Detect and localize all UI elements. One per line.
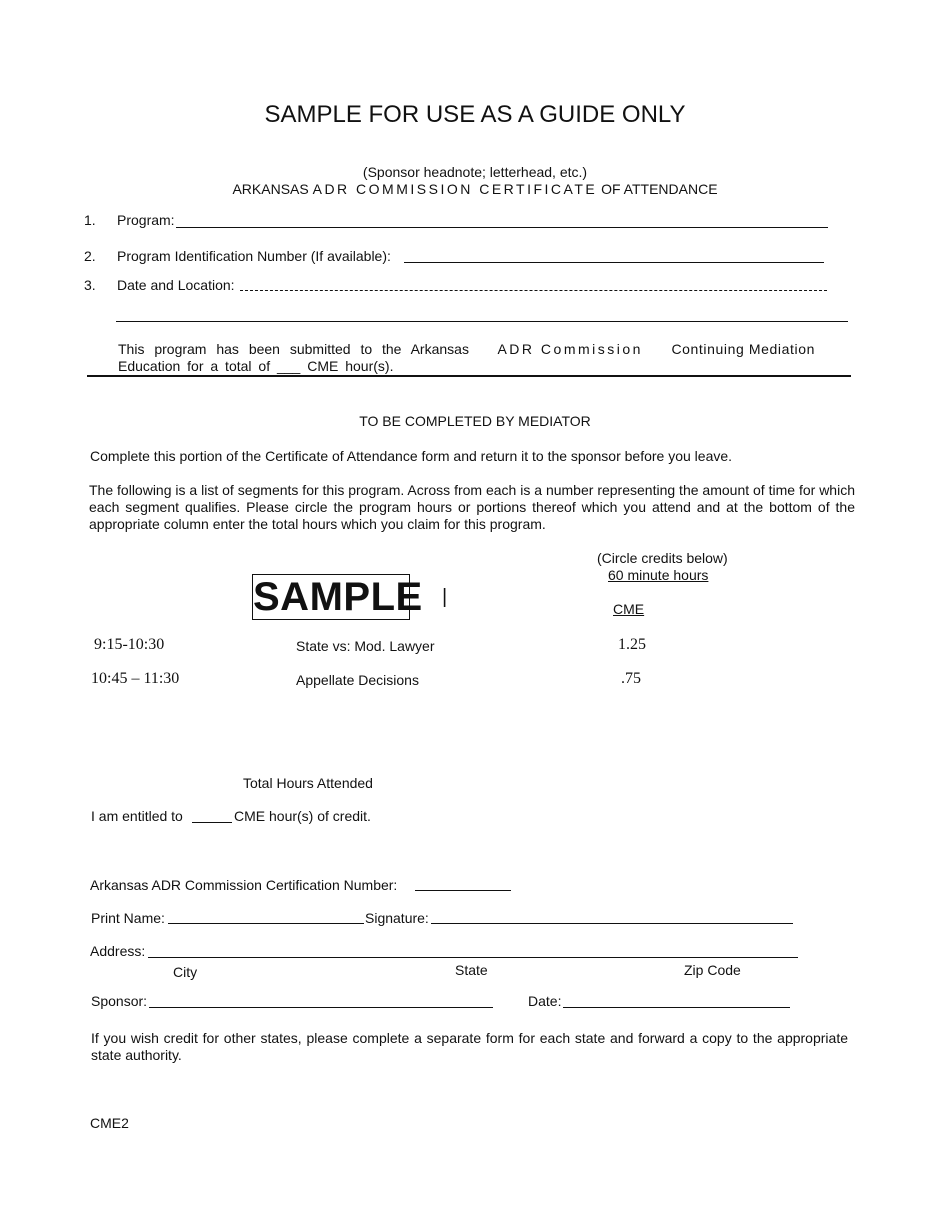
address-input[interactable] — [148, 957, 798, 958]
separator-line — [116, 321, 848, 322]
print-name-input[interactable] — [168, 923, 364, 924]
other-states-note: If you wish credit for other states, please complete a separate form for each state and forward a copy to the appropriate state authority. — [91, 1030, 848, 1063]
program-number: 1. — [84, 212, 96, 228]
mediator-description: The following is a list of segments for this program. Across from each is a number representing the amount of time for which each segment qualifies. Please circle the program hours or portions thereof which you attend and at the bottom of the appropriate column enter the total hours which you claim for this program. — [89, 482, 855, 532]
print-name-label: Print Name: — [91, 910, 165, 926]
submitted-underline — [87, 375, 851, 377]
segment-credit[interactable]: 1.25 — [618, 636, 646, 653]
date-location-input-line[interactable] — [240, 290, 827, 291]
sponsor-label: Sponsor: — [91, 993, 148, 1009]
cert-number-label: Arkansas ADR Commission Certification Number: — [90, 877, 398, 893]
cert-number-input[interactable] — [415, 890, 511, 891]
city-label: City — [173, 964, 198, 980]
sample-stamp: SAMPLE — [253, 575, 423, 619]
cme-column-header: CME — [613, 601, 645, 617]
program-id-label: Program Identification Number (If available): — [117, 248, 391, 264]
entitled-prefix: I am entitled to — [91, 808, 183, 824]
submitted-part2: Continuing Mediation — [671, 341, 815, 357]
entitled-hours-input[interactable] — [192, 822, 232, 823]
state-label: State — [455, 962, 488, 978]
sponsor-headnote: (Sponsor headnote; letterhead, etc.) — [362, 164, 588, 180]
page-title: SAMPLE FOR USE AS A GUIDE ONLY — [264, 101, 686, 128]
certificate-title — [0, 181, 950, 197]
mediator-instruction: Complete this portion of the Certificate of Attendance form and return it to the sponsor before you leave. — [90, 448, 733, 464]
program-input-line[interactable] — [176, 227, 828, 228]
segment-time: 9:15-10:30 — [94, 636, 165, 653]
text-cursor: | — [442, 586, 448, 608]
segment-title: State vs: Mod. Lawyer — [296, 638, 435, 654]
sponsor-input[interactable] — [149, 1007, 493, 1008]
date-location-number: 3. — [84, 277, 96, 293]
segment-title: Appellate Decisions — [296, 672, 419, 688]
submitted-spaced: ADR Commission — [497, 341, 643, 357]
program-id-number: 2. — [84, 248, 96, 264]
form-code: CME2 — [90, 1115, 129, 1131]
cert-title-suffix: OF ATTENDANCE — [601, 181, 718, 197]
signature-label: Signature: — [365, 910, 429, 926]
address-label: Address: — [90, 943, 146, 959]
cert-title-prefix: ARKANSAS — [232, 181, 309, 197]
program-id-input-line[interactable] — [404, 262, 824, 263]
total-hours-label: Total Hours Attended — [243, 775, 373, 791]
date-label: Date: — [528, 993, 562, 1009]
entitled-suffix: CME hour(s) of credit. — [234, 808, 371, 824]
date-location-label: Date and Location: — [117, 277, 235, 293]
segment-time: 10:45 – 11:30 — [91, 670, 180, 687]
submitted-line-1 — [118, 341, 815, 357]
submitted-part1: This program has been submitted to the Arkansas — [118, 341, 469, 357]
circle-credits-note: (Circle credits below) — [597, 550, 728, 566]
segment-credit[interactable]: .75 — [621, 670, 641, 687]
minute-hours-label: 60 minute hours — [608, 567, 709, 583]
program-label: Program: — [117, 212, 175, 228]
submitted-line-2: Education for a total of ___ CME hour(s). — [118, 358, 394, 374]
zip-code-label: Zip Code — [684, 962, 741, 978]
mediator-heading: TO BE COMPLETED BY MEDIATOR — [359, 413, 591, 429]
signature-input[interactable] — [431, 923, 793, 924]
cert-title-spaced: ADR COMMISSION CERTIFICATE — [312, 181, 598, 197]
date-input[interactable] — [563, 1007, 790, 1008]
